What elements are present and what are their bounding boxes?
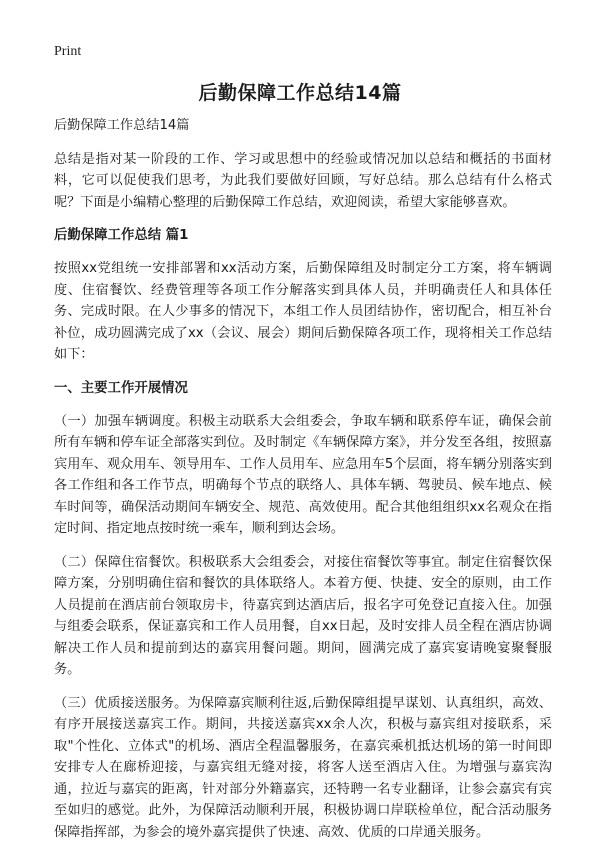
print-label: Print (54, 44, 82, 59)
body-paragraph-vehicles: （一）加强车辆调度。积极主动联系大会组委会，争取车辆和联系停车证，确保会前所有车辆和停车证全部落实到位。及时制定《车辆保障方案》，并分发至各组，按照嘉宾用车、观众用车、领导用车、工作人员用车、应急用车5个层面，将车辆分别落实到各工作组和各工作节点，明确每个节点的联络人、具体车辆、驾驶员、候车地点、候车时间等，确保活动期间车辆安全、规范、高效使用。配合其他组组织xx名观众在指定时间、指定地点按时统一乘车，顺利到达会场。 (54, 413, 552, 536)
section-heading: 一、主要工作开展情况 (54, 380, 188, 396)
document-subtitle: 后勤保障工作总结14篇 (54, 118, 190, 133)
document-body (54, 115, 552, 855)
body-paragraph-lodging: （二）保障住宿餐饮。积极联系大会组委会，对接住宿餐饮等事宜。制定住宿餐饮保障方案，分别明确住宿和餐饮的具体联络人。本着方便、快捷、安全的原则，由工作人员提前在酒店前台领取房卡，待嘉宾到达酒店后，报名字可免登记直接入住。加强与组委会联系，保证嘉宾和工作人员用餐，自xx日起，及时安排人员全程在酒店协调解决工作人员和提前到达的嘉宾用餐问题。期间，圆满完成了嘉宾宴请晚宴聚餐服务。 (54, 554, 552, 677)
part-heading: 后勤保障工作总结 篇1 (54, 228, 189, 243)
body-paragraph-transfer: （三）优质接送服务。为保障嘉宾顺利往返,后勤保障组提早谋划、认真组织，高效、有序开展接送嘉宾工作。期间，共接送嘉宾xx余人次，积极与嘉宾组对接联系，采取"个性化、立体式"的机场、酒店全程温馨服务，在嘉宾乘机抵达机场的第一时间即安排专人在廊桥迎接，与嘉宾组无缝对接，将客人送至酒店入住。为增强与嘉宾沟通，拉近与嘉宾的距离，针对部分外籍嘉宾，还特聘一名专业翻译，让参会嘉宾有宾至如归的感觉。此外，为保障活动顺利开展，积极协调口岸联检单位，配合活动服务保障指挥部，为参会的境外嘉宾提供了快速、高效、优质的口岸通关服务。 (54, 695, 552, 840)
page-title: 后勤保障工作总结14篇 (198, 82, 402, 104)
intro-paragraph: 总结是指对某一阶段的工作、学习或思想中的经验或情况加以总结和概括的书面材料，它可以促使我们思考，为此我们要做好回顾，写好总结。那么总结有什么格式呢？下面是小编精心整理的后勤保障工作总结，欢迎阅读，希望大家能够喜欢。 (54, 151, 552, 210)
part-paragraph: 按照xx党组统一安排部署和xx活动方案，后勤保障组及时制定分工方案，将车辆调度、住宿餐饮、经费管理等各项工作分解落实到具体人员，并明确责任人和具体任务、完成时限。在人少事多的情况下，本组工作人员团结协作，密切配合，相互补台补位，成功圆满完成了xx（会议、展会）期间后勤保障各项工作，现将相关工作总结如下： (54, 261, 552, 362)
